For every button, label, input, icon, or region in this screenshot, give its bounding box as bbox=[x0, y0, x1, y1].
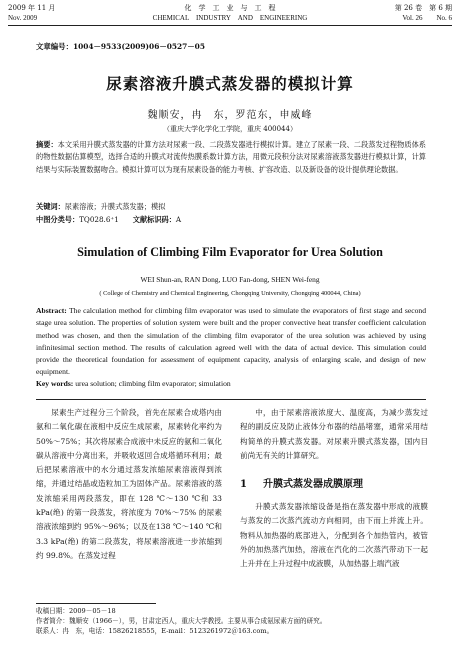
article-id: 文章编号：1004－9533(2009)06－0527－05 bbox=[36, 42, 205, 51]
abstract-cn-label: 摘要： bbox=[36, 140, 58, 149]
section-1-title: 升膜式蒸发器成膜原理 bbox=[262, 479, 363, 490]
keywords-cn bbox=[36, 201, 426, 213]
title-cn: 尿素溶液升膜式蒸发器的模拟计算 bbox=[106, 74, 354, 93]
footnote-contact: 联系人：冉 东，电话：15826218555，E-mail：5123261972＠163.com。 bbox=[36, 627, 274, 635]
class-code: TQ028.6⁺1 bbox=[79, 215, 119, 224]
header-date-cn: 2009 年 11 月 bbox=[8, 4, 56, 12]
body-right-sec1: 升膜式蒸发器浓缩设备是指在蒸发器中形成的液膜与蒸发的二次蒸汽流动方向相同，由下而上并流上升。物料从加热器的底部进入，分配到各个加热管内，被管外的加热蒸汽加热，溶液在汽化的二次蒸汽带动下一起上升并在上升过程中成液膜，从加热器上端汽液 bbox=[240, 502, 428, 569]
section-1-number: 1 bbox=[240, 479, 247, 490]
keywords-en-text: urea solution; climbing film evaporator; simulation bbox=[75, 379, 231, 388]
keywords-en bbox=[36, 378, 426, 390]
footnote-bio: 作者简介：魏顺安（1966－），男，甘肃定西人，重庆大学教授。主要从事合成氨尿素方面的研究。 bbox=[36, 617, 327, 625]
abstract-en-label: Abstract: bbox=[36, 306, 67, 315]
section-1-heading bbox=[240, 475, 428, 490]
header-rule bbox=[8, 25, 452, 26]
doc-code: A bbox=[175, 215, 182, 224]
keywords-cn-label: 关键词： bbox=[36, 202, 65, 211]
abstract-en-text: The calculation method for climbing film evaporator was used to simulate the evaporators of first stage and second stage urea solution. The properties of solution system were built and the proper convective heat transfer coefficient calculation method was chosen, and then the simulation of the climbing film evaporator of the urea solution was achieved by using infinitesimal section method. The results of calculation agreed well with the data of actual device. This simulation could provide the theoretical foundation for assessment of equipment capacity, analysis of enlarging scale, and design of new equipment. bbox=[36, 306, 427, 377]
classification-cn bbox=[36, 214, 426, 226]
doc-label: 文献标识码： bbox=[132, 215, 176, 224]
keywords-en-label: Key words: bbox=[36, 379, 74, 388]
header-volume-en: Vol. 26 No. 6 bbox=[402, 14, 452, 22]
keywords-cn-text: 尿素溶液；升膜式蒸发器；模拟 bbox=[64, 202, 166, 211]
body-right-intro: 中，由于尿素溶液浓度大、温度高，为减少蒸发过程的副反应及防止液体分布器的结晶堵塞，通常采用结构简单的升膜式蒸发器。对尿素升膜式蒸发器，国内目前尚无有关的计算研究。 bbox=[240, 408, 428, 460]
abstract-rule bbox=[36, 399, 426, 400]
header-volume-cn: 第 26 卷 第 6 期 bbox=[394, 4, 452, 12]
header-journal-en: CHEMICAL INDUSTRY AND ENGINEERING bbox=[152, 14, 308, 22]
abstract-cn-text: 本文采用升膜式蒸发器的计算方法对尿素一段、二段蒸发器进行模拟计算。建立了尿素一段、二段蒸发过程物质体系的物性数据估算模型，选择合适的升膜式对流传热膜系数计算方法，用微元段积分法对尿素溶液蒸发器进行模拟计算，计算结果与实际装置数据吻合。模拟计算可以为现有尿素设备的能力考核、扩容改造、以及新设备的设计提供理论数据。 bbox=[36, 140, 426, 174]
authors-cn: 魏顺安，冉 东，罗范东，申威峰 bbox=[147, 110, 313, 121]
header-date-en: Nov. 2009 bbox=[8, 14, 38, 22]
header-journal-cn: 化 学 工 业 与 工 程 bbox=[184, 4, 276, 12]
authors-en: WEI Shun-an, RAN Dong, LUO Fan-dong, SHEN Wei-feng bbox=[140, 275, 320, 284]
affiliation-cn: （重庆大学化学化工学院，重庆 400044） bbox=[163, 125, 297, 133]
abstract-en bbox=[36, 305, 426, 379]
body-left-column: 尿素生产过程分三个阶段，首先在尿素合成塔内由氨和二氧化碳在液相中反应生成尿素，尿素转化率约为 50%～75%；其次将尿素合成液中未反应的氨和二氧化碳从溶液中分离出来，并吸收返回合成塔循环利用；最后把尿素溶液中的水分通过蒸发浓缩尿素溶液得到浓缩，并通过结晶或造粒加工为固体产品。尿素溶液的蒸发浓缩采用两段蒸发，即在 128 ℃～130 ℃和 33 kPa(绝) 的第一段蒸发，将浓度为 70%～75% 的尿素溶液浓缩到约 95%～96%；以及在138 ℃～140 ℃和 3.3 kPa(绝) 的第二段蒸发，将尿素溶液进一步浓缩到约 99.8%。在蒸发过程 bbox=[36, 408, 222, 560]
footnote-rule bbox=[36, 603, 156, 604]
title-en: Simulation of Climbing Film Evaporator for Urea Solution bbox=[77, 245, 383, 259]
abstract-cn bbox=[36, 139, 426, 176]
affiliation-en: ( College of Chemistry and Chemical Engineering, Chongqing University, Chongqing 400044, China) bbox=[99, 290, 361, 297]
class-label: 中图分类号： bbox=[36, 215, 80, 224]
footnote-received: 收稿日期：2009－05－18 bbox=[36, 607, 116, 615]
